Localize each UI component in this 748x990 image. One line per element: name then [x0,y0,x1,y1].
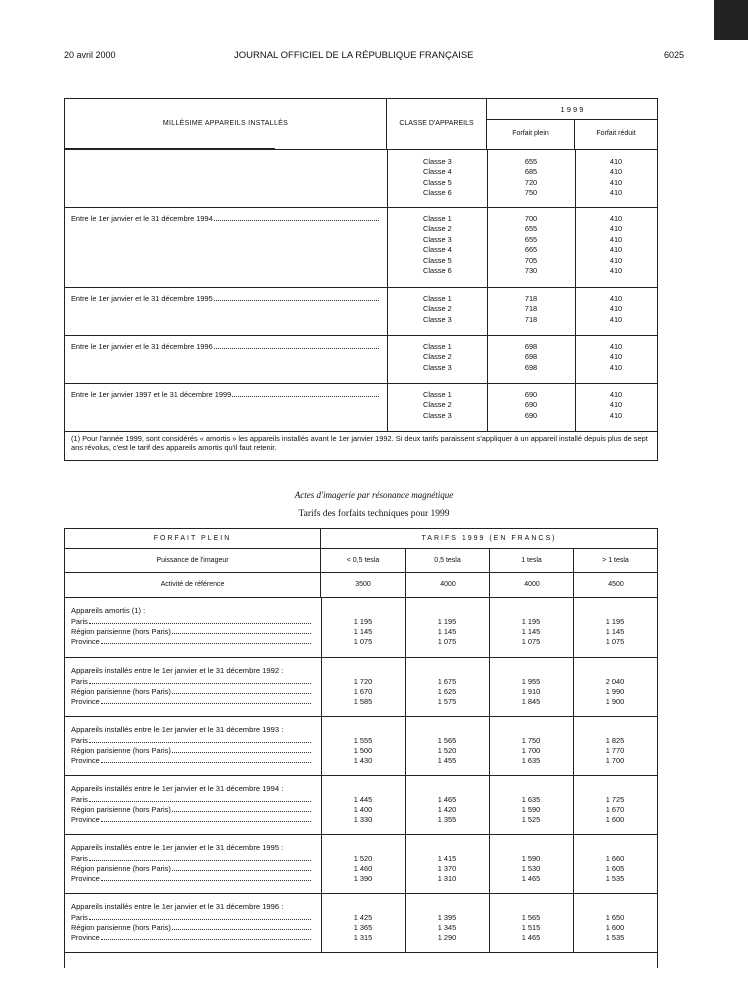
tarif-value: 1 145 [437,627,457,636]
tarif-value: 1 455 [437,756,457,765]
forfait-plein-values: 718 718 718 [524,294,538,324]
tarif-value: 1 415 [437,854,457,863]
tarif-value: 1 750 [521,736,541,745]
table-row [65,893,657,953]
power-cell [321,549,405,573]
region-label [71,923,313,933]
tarif-value: 1 400 [353,805,373,814]
row-label-text: Entre le 1er janvier et le 31 décembre 1994 [71,214,213,223]
forfait-plein-values: 655 685 720 750 [524,157,538,198]
region-label-text: Province [71,756,100,765]
tarif-value: 1 355 [437,815,457,824]
table-classes-body [65,149,657,430]
tarif-value: 1 535 [605,874,625,883]
region-label-text: Paris [71,854,88,863]
activity-value: 4500 [608,581,624,588]
region-label [71,687,313,697]
region-label-text: Région parisienne (hors Paris) [71,805,171,814]
column-header-plein: Forfait plein [512,130,549,137]
region-label-text: Province [71,697,100,706]
tarif-value: 1 465 [521,933,541,942]
forfait-plein-values: 698 698 698 [524,342,538,372]
tarif-value: 1 565 [521,913,541,922]
region-label-text: Région parisienne (hors Paris) [71,687,171,696]
region-label-text: Paris [71,677,88,686]
region-label-text: Région parisienne (hors Paris) [71,746,171,755]
tarif-value: 1 535 [605,933,625,942]
region-label [71,756,313,766]
tarif-value: 1 650 [605,913,625,922]
tarif-value: 1 600 [605,815,625,824]
region-label [71,874,313,884]
table-row [65,598,657,657]
tarif-value: 1 145 [353,627,373,636]
activity-value: 3500 [355,581,371,588]
row-label-text: Entre le 1er janvier et le 31 décembre 1995 [71,294,213,303]
tarif-value: 1 700 [521,746,541,755]
tarif-value: 1 195 [353,617,373,626]
tarif-value: 1 635 [521,756,541,765]
region-label-text: Province [71,874,100,883]
region-label-text: Province [71,637,100,646]
tarif-value: 1 525 [521,815,541,824]
tarif-value: 1 720 [353,677,373,686]
table-row [65,383,657,431]
region-label-text: Province [71,933,100,942]
tarif-value: 1 310 [437,874,457,883]
tarif-value: 1 625 [437,687,457,696]
column-header-tarifs: TARIFS 1999 (EN FRANCS) [421,535,557,542]
table-row [65,775,657,835]
tarif-value: 1 955 [521,677,541,686]
region-label [71,677,313,687]
tarif-value: 1 825 [605,736,625,745]
group-title: Appareils installés entre le 1er janvier et le 31 décembre 1996 : [71,902,284,911]
region-label-text: Paris [71,736,88,745]
tarif-value: 1 290 [437,933,457,942]
tarif-value: 1 465 [437,795,457,804]
forfait-reduit-values: 410 410 410 410 410 410 [609,214,623,276]
row-label [71,214,381,224]
forfait-reduit-values: 410 410 410 [609,390,623,420]
power-label: < 0,5 tesla [346,557,380,564]
table-irm-header-values [321,549,657,597]
group-title: Appareils installés entre le 1er janvier et le 31 décembre 1992 : [71,666,284,675]
table-row [65,149,657,207]
region-label [71,697,313,707]
region-label [71,864,313,874]
tarif-value: 1 635 [521,795,541,804]
tarif-value: 1 845 [521,697,541,706]
tarif-value: 1 195 [437,617,457,626]
tarif-value: 1 195 [605,617,625,626]
power-label: > 1 tesla [602,557,629,564]
region-label [71,933,313,943]
region-label [71,637,313,647]
tarif-value: 1 420 [437,805,457,814]
tarif-value: 1 770 [605,746,625,755]
tarif-value: 1 395 [437,913,457,922]
forfait-plein-values: 700 655 655 665 705 730 [524,214,538,276]
tarif-value: 1 345 [437,923,457,932]
tarif-value: 1 330 [353,815,373,824]
region-label-text: Paris [71,913,88,922]
header-journal: JOURNAL OFFICIEL DE LA RÉPUBLIQUE FRANÇAISE [234,50,474,61]
tarif-value: 1 590 [521,805,541,814]
tarif-value: 1 195 [521,617,541,626]
forfait-plein-values: 690 690 690 [524,390,538,420]
classe-list: Classe 1 Classe 2 Classe 3 Classe 4 Classe 5 Classe 6 [423,214,452,276]
power-cell [405,549,489,573]
tarif-value: 1 675 [437,677,457,686]
tarif-value: 1 425 [353,913,373,922]
tarif-value: 1 500 [353,746,373,755]
column-header-forfait: FORFAIT PLEIN [153,535,232,542]
region-label [71,617,313,627]
power-cell [489,549,573,573]
table-classes-box [64,98,658,461]
table-row [65,287,657,336]
row-label [71,342,381,352]
tarif-value: 1 370 [437,864,457,873]
tarif-value: 1 075 [353,637,373,646]
section-title: Actes d'imagerie par résonance magnétique [294,490,454,500]
tarif-value: 1 900 [605,697,625,706]
tarif-value: 1 605 [605,864,625,873]
tarif-value: 1 515 [521,923,541,932]
tarif-value: 1 670 [353,687,373,696]
tarif-value: 1 700 [605,756,625,765]
forfait-reduit-values: 410 410 410 410 [609,157,623,198]
table-irm-box [64,528,658,968]
power-label: 0,5 tesla [434,557,461,564]
activity-cell [573,573,658,597]
row-label-activite: Activité de référence [160,581,225,588]
tarif-value: 1 575 [437,697,457,706]
classe-list: Classe 1 Classe 2 Classe 3 [423,390,452,420]
row-label [71,390,381,400]
tarif-value: 1 430 [353,756,373,765]
tarif-value: 1 555 [353,736,373,745]
activity-value: 4000 [440,581,456,588]
tarif-value: 1 585 [353,697,373,706]
region-label-text: Paris [71,795,88,804]
column-header-millesime: MILLÉSIME APPAREILS INSTALLÉS [162,120,289,127]
row-label-text: Entre le 1er janvier 1997 et le 31 décembre 1999 [71,390,232,399]
tarif-value: 1 075 [521,637,541,646]
tarif-value: 1 590 [521,854,541,863]
region-label-text: Région parisienne (hors Paris) [71,864,171,873]
tarif-value: 1 390 [353,874,373,883]
header-date: 20 avril 2000 [64,50,116,60]
tarif-value: 1 465 [521,874,541,883]
tarif-value: 2 040 [605,677,625,686]
tarif-value: 1 670 [605,805,625,814]
row-label-puissance: Puissance de l'imageur [156,557,229,564]
tarif-value: 1 990 [605,687,625,696]
table-row [65,335,657,384]
tarif-value: 1 725 [605,795,625,804]
column-header-reduit: Forfait réduit [596,130,636,137]
table-row [65,657,657,717]
table-footnote: (1) Pour l'année 1999, sont considérés « amortis » les appareils installés avant le 1er janvier 1992. Si deux tarifs paraissent s'appliquer à un appareil installé depuis plus de sept ans révolus, c'est le tarif des appareils amortis qu'il faut retenir. [65,431,657,456]
power-cell [573,549,657,573]
region-label [71,627,313,637]
forfait-reduit-values: 410 410 410 [609,342,623,372]
tarif-value: 1 520 [437,746,457,755]
group-title: Appareils amortis (1) : [71,606,146,615]
forfait-reduit-values: 410 410 410 [609,294,623,324]
group-title: Appareils installés entre le 1er janvier et le 31 décembre 1994 : [71,784,284,793]
tarif-value: 1 565 [437,736,457,745]
tarif-value: 1 315 [353,933,373,942]
group-title: Appareils installés entre le 1er janvier et le 31 décembre 1993 : [71,725,284,734]
section-subtitle: Tarifs des forfaits techniques pour 1999 [298,509,450,519]
tarif-value: 1 075 [437,637,457,646]
table-row [65,716,657,776]
row-label [71,294,381,304]
classe-list: Classe 1 Classe 2 Classe 3 [423,342,452,372]
table-row [65,834,657,894]
region-label [71,815,313,825]
activity-cell [405,573,490,597]
tarif-value: 1 600 [605,923,625,932]
region-label [71,913,313,923]
region-label-text: Région parisienne (hors Paris) [71,923,171,932]
row-label-text: Entre le 1er janvier et le 31 décembre 1996 [71,342,213,351]
tarif-value: 1 075 [605,637,625,646]
tarif-value: 1 145 [521,627,541,636]
activity-cell [489,573,574,597]
region-label-text: Paris [71,617,88,626]
activity-value: 4000 [524,581,540,588]
region-label [71,805,313,815]
region-label [71,746,313,756]
region-label-text: Province [71,815,100,824]
activity-cell [321,573,405,597]
tarif-value: 1 145 [605,627,625,636]
region-label [71,736,313,746]
table-irm-body [65,598,657,969]
column-header-classe: CLASSE D'APPAREILS [399,120,474,127]
region-label [71,854,313,864]
region-label-text: Région parisienne (hors Paris) [71,627,171,636]
tarif-value: 1 445 [353,795,373,804]
tarif-value: 1 530 [521,864,541,873]
tarif-value: 1 460 [353,864,373,873]
power-label: 1 tesla [521,557,542,564]
column-header-year: 1 9 9 9 [560,105,584,114]
tarif-value: 1 365 [353,923,373,932]
tarif-value: 1 520 [353,854,373,863]
corner-mark [714,0,748,40]
classe-list: Classe 1 Classe 2 Classe 3 [423,294,452,324]
group-title: Appareils installés entre le 1er janvier et le 31 décembre 1995 : [71,843,284,852]
region-label [71,795,313,805]
header-page-number: 6025 [663,50,684,60]
tarif-value: 1 660 [605,854,625,863]
classe-list: Classe 3 Classe 4 Classe 5 Classe 6 [423,157,452,198]
table-row [65,207,657,288]
tarif-value: 1 910 [521,687,541,696]
